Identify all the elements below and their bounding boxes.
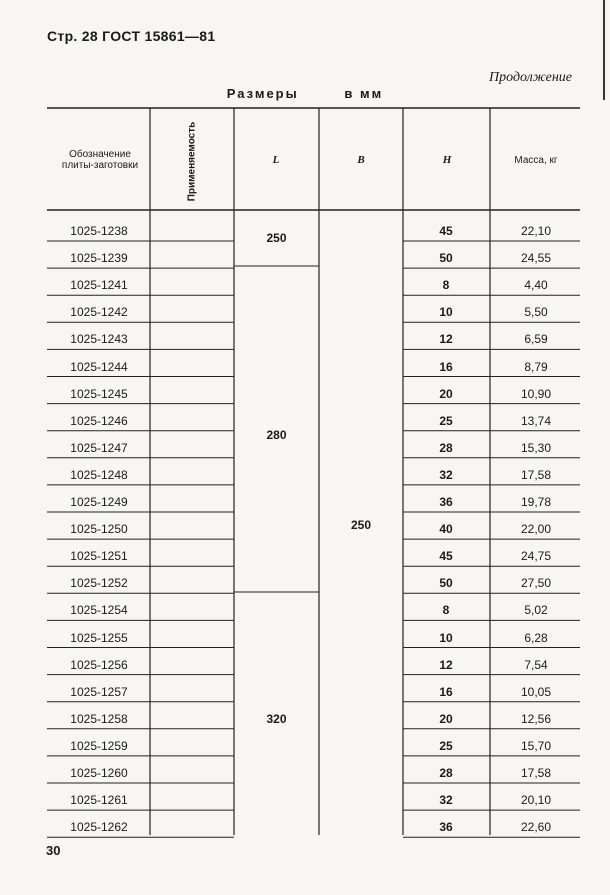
column-header-designation: Обозначение плиты-заготовки <box>61 149 139 171</box>
h-cell: 10 <box>439 630 453 645</box>
L-value-280: 280 <box>266 428 287 442</box>
designation-cell: 1025-1250 <box>70 522 128 537</box>
mass-cell: 12,56 <box>520 711 552 726</box>
h-cell: 50 <box>439 576 453 591</box>
page-header: Стр. 28 ГОСТ 15861—81 <box>47 28 216 44</box>
mass-cell: 15,30 <box>520 440 552 455</box>
table-row <box>0 652 610 679</box>
designation-cell: 1025-1255 <box>70 630 128 645</box>
designation-cell: 1025-1257 <box>70 684 128 699</box>
mass-cell: 10,90 <box>520 386 552 401</box>
table-row <box>0 326 610 353</box>
table-row <box>0 462 610 489</box>
designation-cell: 1025-1261 <box>70 793 128 808</box>
table-row <box>0 245 610 272</box>
page-number: 30 <box>46 843 61 858</box>
mass-cell: 27,50 <box>520 576 552 591</box>
table-row <box>0 543 610 570</box>
table-row <box>0 625 610 652</box>
h-cell: 20 <box>439 386 453 401</box>
B-value-250: 250 <box>350 518 372 532</box>
table-row <box>0 299 610 326</box>
continuation-label: Продолжение <box>489 70 572 85</box>
table-row <box>0 733 610 760</box>
sizes-title-unit: в мм <box>344 86 384 101</box>
h-cell: 50 <box>439 251 453 266</box>
table-row <box>0 381 610 408</box>
h-cell: 10 <box>439 305 453 320</box>
h-cell: 20 <box>439 711 453 726</box>
designation-cell: 1025-1252 <box>70 576 128 591</box>
h-cell: 25 <box>439 413 453 428</box>
h-cell: 28 <box>439 766 453 780</box>
mass-cell: 10,05 <box>520 684 552 699</box>
designation-cell: 1025-1244 <box>70 359 128 374</box>
designation-cell: 1025-1256 <box>70 657 128 672</box>
designation-cell: 1025-1245 <box>70 386 128 401</box>
mass-cell: 15,70 <box>520 738 552 753</box>
mass-cell: 6,28 <box>524 630 548 645</box>
table-row <box>0 814 610 841</box>
table-row <box>0 597 610 624</box>
right-edge-mark <box>603 0 605 100</box>
table-row <box>0 489 610 516</box>
column-header-L: L <box>272 154 280 166</box>
table-row <box>0 760 610 787</box>
L-value-250: 250 <box>266 231 287 245</box>
h-cell: 32 <box>439 793 453 808</box>
designation-cell: 1025-1260 <box>70 766 128 780</box>
table-row <box>0 787 610 814</box>
mass-cell: 22,10 <box>520 224 552 238</box>
h-cell: 28 <box>439 440 453 455</box>
mass-cell: 24,75 <box>520 549 552 564</box>
h-cell: 16 <box>439 359 453 374</box>
h-cell: 36 <box>439 495 453 509</box>
designation-cell: 1025-1249 <box>70 495 128 509</box>
h-cell: 36 <box>439 820 453 835</box>
h-cell: 12 <box>439 657 453 672</box>
designation-cell: 1025-1251 <box>70 549 128 564</box>
sizes-title-label: Размеры <box>226 86 299 101</box>
mass-cell: 13,74 <box>520 413 552 428</box>
designation-cell: 1025-1242 <box>70 305 128 320</box>
mass-cell: 8,79 <box>524 359 548 374</box>
h-cell: 40 <box>439 522 453 537</box>
table-row <box>0 272 610 299</box>
designation-cell: 1025-1241 <box>70 278 128 293</box>
designation-cell: 1025-1248 <box>70 467 128 482</box>
h-cell: 25 <box>439 738 453 753</box>
mass-cell: 20,10 <box>520 793 552 808</box>
mass-cell: 5,02 <box>524 603 548 618</box>
table-row <box>0 679 610 706</box>
designation-cell: 1025-1262 <box>70 820 128 835</box>
h-cell: 8 <box>442 278 450 293</box>
applicability-label: Применяемость <box>186 121 198 201</box>
table-row <box>0 516 610 543</box>
h-cell: 45 <box>439 549 453 564</box>
column-header-applicability <box>152 112 232 210</box>
column-header-B: B <box>357 154 365 166</box>
designation-cell: 1025-1238 <box>70 224 128 238</box>
mass-cell: 24,55 <box>520 251 552 266</box>
mass-cell: 17,58 <box>520 467 552 482</box>
h-cell: 16 <box>439 684 453 699</box>
column-header-H: H <box>442 154 452 166</box>
designation-cell: 1025-1259 <box>70 738 128 753</box>
h-cell: 45 <box>439 224 453 238</box>
mass-cell: 17,58 <box>520 766 552 780</box>
mass-cell: 22,60 <box>520 820 552 835</box>
table-row <box>0 354 610 381</box>
designation-cell: 1025-1247 <box>70 440 128 455</box>
h-cell: 32 <box>439 467 453 482</box>
mass-cell: 19,78 <box>520 495 552 509</box>
designation-cell: 1025-1239 <box>70 251 128 266</box>
designation-cell: 1025-1258 <box>70 711 128 726</box>
designation-cell: 1025-1254 <box>70 603 128 618</box>
mass-cell: 4,40 <box>524 278 548 293</box>
designation-cell: 1025-1246 <box>70 413 128 428</box>
designation-cell: 1025-1243 <box>70 332 128 347</box>
L-value-320: 320 <box>266 712 287 726</box>
table-row <box>0 570 610 597</box>
mass-cell: 22,00 <box>520 522 552 537</box>
column-header-mass: Масса, кг <box>514 154 558 166</box>
mass-cell: 6,59 <box>524 332 548 347</box>
h-cell: 8 <box>442 603 450 618</box>
mass-cell: 7,54 <box>524 657 548 672</box>
mass-cell: 5,50 <box>524 305 548 320</box>
h-cell: 12 <box>439 332 453 347</box>
